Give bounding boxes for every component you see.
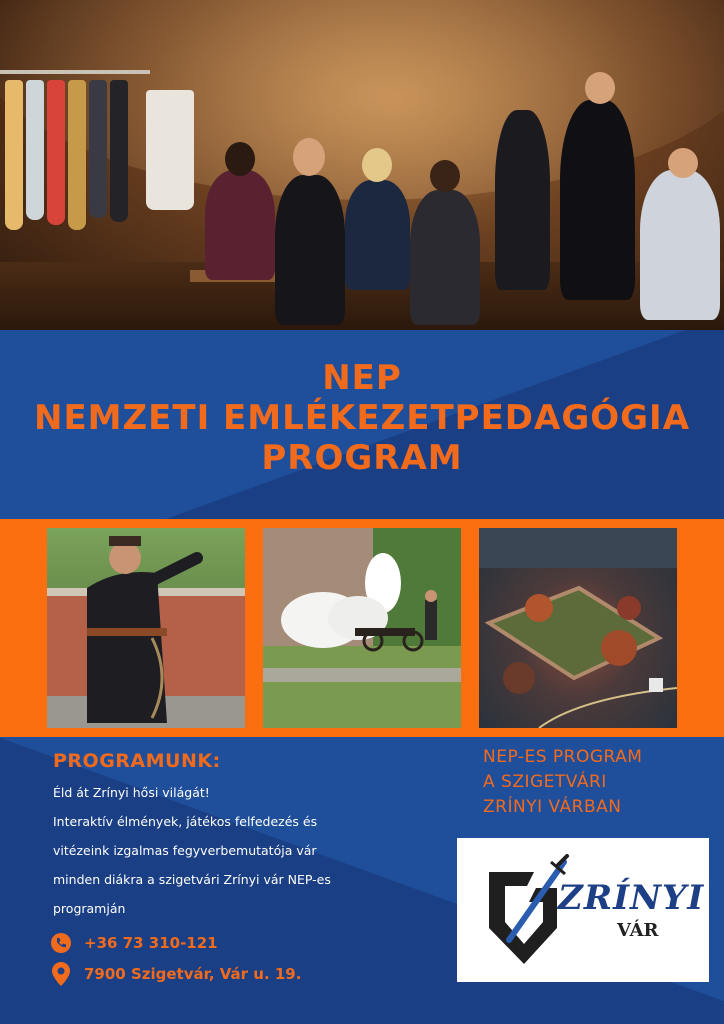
subtitle-line-1: NEP-ES PROGRAM [483, 747, 643, 767]
clothes-rack [0, 70, 150, 74]
program-description [53, 778, 353, 923]
contact-phone[interactable] [50, 932, 218, 954]
phone-icon [50, 932, 72, 954]
photo-castle-aerial [479, 528, 677, 728]
phone-number[interactable]: +36 73 310-121 [84, 934, 218, 952]
soldier-illustration [47, 528, 245, 728]
subtitle-line-3: ZRÍNYI VÁRBAN [483, 797, 622, 817]
mannequin-dress [146, 90, 194, 210]
hero-photo-students-in-castle-room [0, 0, 724, 330]
castle-aerial-illustration [479, 528, 677, 728]
logo-wordmark: ZRÍNYI [558, 878, 705, 918]
location-pin-icon [50, 963, 72, 985]
title-line-2: NEMZETI EMLÉKEZETPEDAGÓGIA [33, 398, 691, 438]
program-paragraph-1: Éld át Zrínyi hősi világát! [53, 785, 210, 800]
program-heading: PROGRAMUNK: [53, 750, 221, 772]
photo-cannon-firing [263, 528, 461, 728]
program-subtitle [483, 745, 642, 820]
title-line-3: PROGRAM [261, 438, 463, 478]
title-line-1: NEP [322, 358, 402, 398]
photo-costumed-soldier [47, 528, 245, 728]
page-title [0, 358, 724, 478]
cannon-illustration [263, 528, 461, 728]
zrinyi-var-logo [457, 838, 709, 982]
logo-subtitle: VÁR [617, 920, 659, 941]
contact-address[interactable] [50, 963, 301, 985]
address-text[interactable]: 7900 Szigetvár, Vár u. 19. [84, 965, 302, 983]
shield-sword-icon [479, 852, 569, 972]
subtitle-line-2: A SZIGETVÁRI [483, 772, 607, 792]
program-paragraph-2: Interaktív élmények, játékos felfedezés és vitézeink izgalmas fegyverbemutatója vár minden diákra a szigetvári Zrínyi vár NEP-es programján [53, 814, 331, 916]
